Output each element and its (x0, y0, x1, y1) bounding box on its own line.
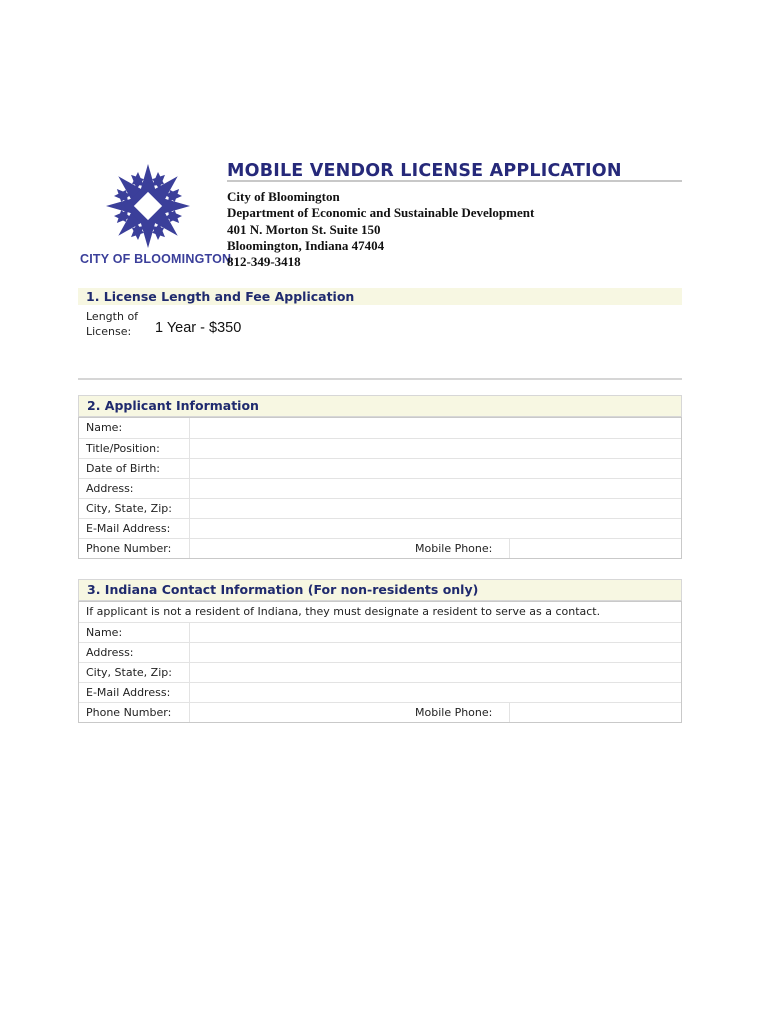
address-label: Address: (86, 482, 134, 495)
contact-phone-field[interactable] (189, 703, 410, 722)
table-row (79, 682, 681, 702)
section1-heading: 1. License Length and Fee Application (78, 288, 682, 305)
contact-city-state-zip-label: City, State, Zip: (86, 666, 172, 679)
city-logo (80, 160, 232, 272)
applicant-title-field[interactable] (189, 439, 681, 458)
name-label: Name: (86, 421, 123, 434)
contact-mobile-field[interactable] (509, 703, 681, 722)
table-row (79, 642, 681, 662)
applicant-city-state-zip-field[interactable] (189, 499, 681, 518)
bloomington-star-icon (80, 160, 216, 252)
applicant-info-table (78, 417, 682, 559)
contact-city-state-zip-field[interactable] (189, 663, 681, 682)
date-of-birth-label: Date of Birth: (86, 462, 161, 475)
applicant-dob-field[interactable] (189, 459, 681, 478)
length-label-line1: Length of (86, 310, 139, 323)
table-row (79, 438, 681, 458)
table-row (79, 418, 681, 438)
contact-address-label: Address: (86, 646, 134, 659)
table-row (79, 622, 681, 642)
org-street: 401 N. Morton St. Suite 150 (227, 221, 381, 237)
org-department: Department of Economic and Sustainable Development (227, 205, 535, 221)
section2-heading: 2. Applicant Information (78, 395, 682, 417)
org-city: Bloomington, Indiana 47404 (227, 237, 385, 253)
city-state-zip-label: City, State, Zip: (86, 502, 172, 515)
contact-address-field[interactable] (189, 643, 681, 662)
contact-mobile-label: Mobile Phone: (415, 706, 493, 719)
table-row (79, 662, 681, 682)
length-label-line2: License: (86, 325, 132, 338)
org-name: City of Bloomington (227, 189, 340, 204)
contact-phone-label: Phone Number: (86, 706, 172, 719)
non-resident-note: If applicant is not a resident of Indiana, they must designate a resident to serve as a contact. (86, 605, 601, 618)
length-of-license-label (86, 309, 138, 339)
table-row (79, 602, 681, 622)
contact-email-label: E-Mail Address: (86, 686, 171, 699)
title-divider (227, 180, 682, 182)
applicant-email-field[interactable] (189, 519, 681, 538)
indiana-contact-table (78, 601, 682, 723)
page-title: MOBILE VENDOR LICENSE APPLICATION (227, 161, 622, 181)
org-address-block (227, 189, 534, 270)
table-row (79, 458, 681, 478)
contact-name-label: Name: (86, 626, 123, 639)
section1-divider (78, 378, 682, 380)
table-row (79, 478, 681, 498)
applicant-mobile-field[interactable] (509, 539, 681, 558)
table-row (79, 518, 681, 538)
applicant-name-field[interactable] (189, 418, 681, 438)
title-position-label: Title/Position: (86, 442, 160, 455)
org-phone: 812-349-3418 (227, 254, 301, 270)
table-row (79, 498, 681, 518)
applicant-address-field[interactable] (189, 479, 681, 498)
contact-email-field[interactable] (189, 683, 681, 702)
logo-wordmark: CITY OF BLOOMINGTON (80, 252, 232, 266)
table-row (79, 538, 681, 558)
mobile-phone-label: Mobile Phone: (415, 542, 493, 555)
applicant-phone-field[interactable] (189, 539, 410, 558)
phone-number-label: Phone Number: (86, 542, 172, 555)
table-row (79, 702, 681, 722)
contact-name-field[interactable] (189, 623, 681, 642)
license-length-value[interactable]: 1 Year - $350 (155, 320, 242, 336)
section3-heading: 3. Indiana Contact Information (For non-residents only) (78, 579, 682, 601)
email-label: E-Mail Address: (86, 522, 171, 535)
